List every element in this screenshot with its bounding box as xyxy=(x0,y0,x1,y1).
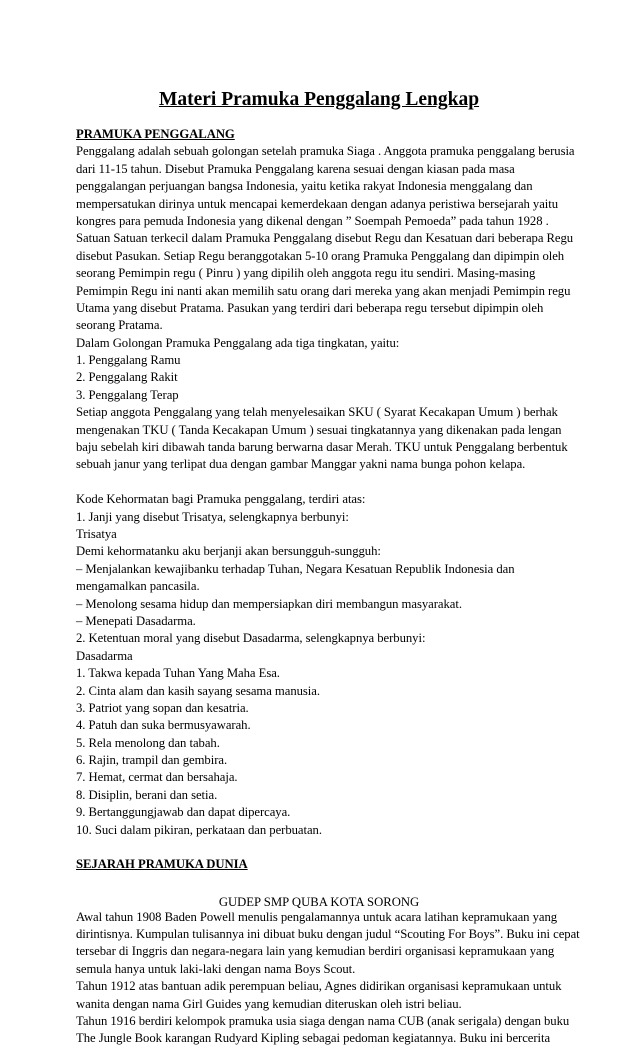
text-line: The Jungle Book karangan Rudyard Kipling sebagai pedoman kegiatannya. Buku ini bercerita xyxy=(76,1031,551,1046)
text-line: Penggalang adalah sebuah golongan setelah pramuka Siaga . Anggota pramuka penggalang berusia xyxy=(76,144,575,159)
text-line: 2. Cinta alam dan kasih sayang sesama manusia. xyxy=(76,683,320,698)
text-line: Satuan Satuan terkecil dalam Pramuka Penggalang disebut Regu dan Kesatuan dari beberapa Regu xyxy=(76,231,574,246)
section-pramuka-penggalang xyxy=(76,143,581,473)
text-line: Dalam Golongan Pramuka Penggalang ada tiga tingkatan, yaitu: xyxy=(76,335,400,350)
text-line: kongres para pemuda Indonesia yang dikenal dengan ” Soempah Pemoeda” pada tahun 1928 . xyxy=(76,213,549,228)
text-line: – Menolong sesama hidup dan mempersiapkan diri membangun masyarakat. xyxy=(76,596,462,611)
paragraph-gap xyxy=(76,874,581,891)
text-line: 9. Bertanggungjawab dan dapat dipercaya. xyxy=(76,805,291,820)
section-heading-sejarah-pramuka-dunia: SEJARAH PRAMUKA DUNIA xyxy=(76,857,248,872)
text-line: Demi kehormatanku aku berjanji akan bersungguh-sungguh: xyxy=(76,544,381,559)
text-line: 1. Takwa kepada Tuhan Yang Maha Esa. xyxy=(76,666,280,681)
text-line: Awal tahun 1908 Baden Powell menulis pengalamannya untuk acara latihan kepramukaan yang xyxy=(76,909,558,924)
text-line: 1. Janji yang disebut Trisatya, selengkapnya berbunyi: xyxy=(76,509,349,524)
text-line: Tahun 1916 berdiri kelompok pramuka usia siaga dengan nama CUB (anak serigala) dengan buku xyxy=(76,1013,570,1028)
text-line: seorang Pemimpin regu ( Pinru ) yang dipilih oleh anggota regu itu sendiri. Masing-masing xyxy=(76,266,536,281)
text-line: disebut Pasukan. Setiap Regu beranggotakan 5-10 orang Pramuka Penggalang dan dipimpin oleh xyxy=(76,248,565,263)
text-line: Tahun 1912 atas bantuan adik perempuan beliau, Agnes didirikan organisasi kepramukaan untuk xyxy=(76,979,562,994)
text-line: 4. Patuh dan suka bermusyawarah. xyxy=(76,718,251,733)
text-line: Dasadarma xyxy=(76,648,133,663)
text-line: 1. Penggalang Ramu xyxy=(76,353,181,368)
text-line: Kode Kehormatan bagi Pramuka penggalang, terdiri atas: xyxy=(76,492,366,507)
section-sejarah xyxy=(76,909,581,1048)
text-line: wanita dengan nama Girl Guides yang kemudian diteruskan oleh istri beliau. xyxy=(76,996,462,1011)
text-line: 3. Patriot yang sopan dan kesatria. xyxy=(76,700,249,715)
section-heading-pramuka-penggalang: PRAMUKA PENGGALANG xyxy=(76,127,235,141)
text-line: 7. Hemat, cermat dan bersahaja. xyxy=(76,770,238,785)
text-line: Setiap anggota Penggalang yang telah menyelesaikan SKU ( Syarat Kecakapan Umum ) berhak xyxy=(76,405,558,420)
text-line: mengenakan TKU ( Tanda Kecakapan Umum ) sesuai tingkatannya yang dikenakan pada lengan xyxy=(76,422,562,437)
text-line: mengamalkan pancasila. xyxy=(76,579,200,594)
paragraph-gap xyxy=(76,839,581,856)
text-line: 8. Disiplin, berani dan setia. xyxy=(76,787,218,802)
page-footer: GUDEP SMP QUBA KOTA SORONG xyxy=(218,895,420,909)
text-line: seorang Pratama. xyxy=(76,318,163,333)
text-line: 2. Penggalang Rakit xyxy=(76,370,178,385)
text-line: Utama yang disebut Pratama. Pasukan yang terdiri dari beberapa regu tersebut dipimpin oleh xyxy=(76,300,544,315)
text-line: 3. Penggalang Terap xyxy=(76,387,179,402)
text-line: penggalangan perjuangan bangsa Indonesia, yaitu ketika rakyat Indonesia menggalang dan xyxy=(76,179,533,194)
text-line: – Menepati Dasadarma. xyxy=(76,613,196,628)
text-line: 2. Ketentuan moral yang disebut Dasadarma, selengkapnya berbunyi: xyxy=(76,631,426,646)
document-title: Materi Pramuka Penggalang Lengkap xyxy=(158,89,480,110)
text-line: sebuah janur yang terlipat dua dengan gambar Manggar yakni nama bunga pohon kelapa. xyxy=(76,457,526,472)
text-line: semula hanya untuk laki-laki dengan nama Boys Scout. xyxy=(76,961,356,976)
text-line: Pemimpin Regu ini nanti akan memilih satu orang dari mereka yang akan menjadi Pemimpin regu xyxy=(76,283,571,298)
text-line: dirintisnya. Kumpulan tulisannya ini dibuat buku dengan judul “Scouting For Boys”. Buku ini cepat xyxy=(76,926,580,941)
section-kode-kehormatan xyxy=(76,491,581,839)
text-line: 10. Suci dalam pikiran, perkataan dan perbuatan. xyxy=(76,822,322,837)
text-line: – Menjalankan kewajibanku terhadap Tuhan, Negara Kesatuan Republik Indonesia dan xyxy=(76,561,515,576)
text-line: mempersatukan dirinya untuk mencapai kemerdekaan dengan adanya peristiwa bersejarah yaitu xyxy=(76,196,559,211)
text-line: 6. Rajin, trampil dan gembira. xyxy=(76,753,228,768)
text-line: Trisatya xyxy=(76,526,117,541)
text-line: baju sebelah kiri dibawah tanda barung berwarna dasar Merah. TKU untuk Penggalang berbentuk xyxy=(76,440,568,455)
text-line: 5. Rela menolong dan tabah. xyxy=(76,735,220,750)
text-line: tersebar di Inggris dan negara-negara lain yang kemudian berdiri organisasi kepramukaan yang xyxy=(76,944,555,959)
text-line: dari 11-15 tahun. Disebut Pramuka Penggalang karena sesuai dengan kiasan pada masa xyxy=(76,161,515,176)
paragraph-gap xyxy=(76,474,581,491)
